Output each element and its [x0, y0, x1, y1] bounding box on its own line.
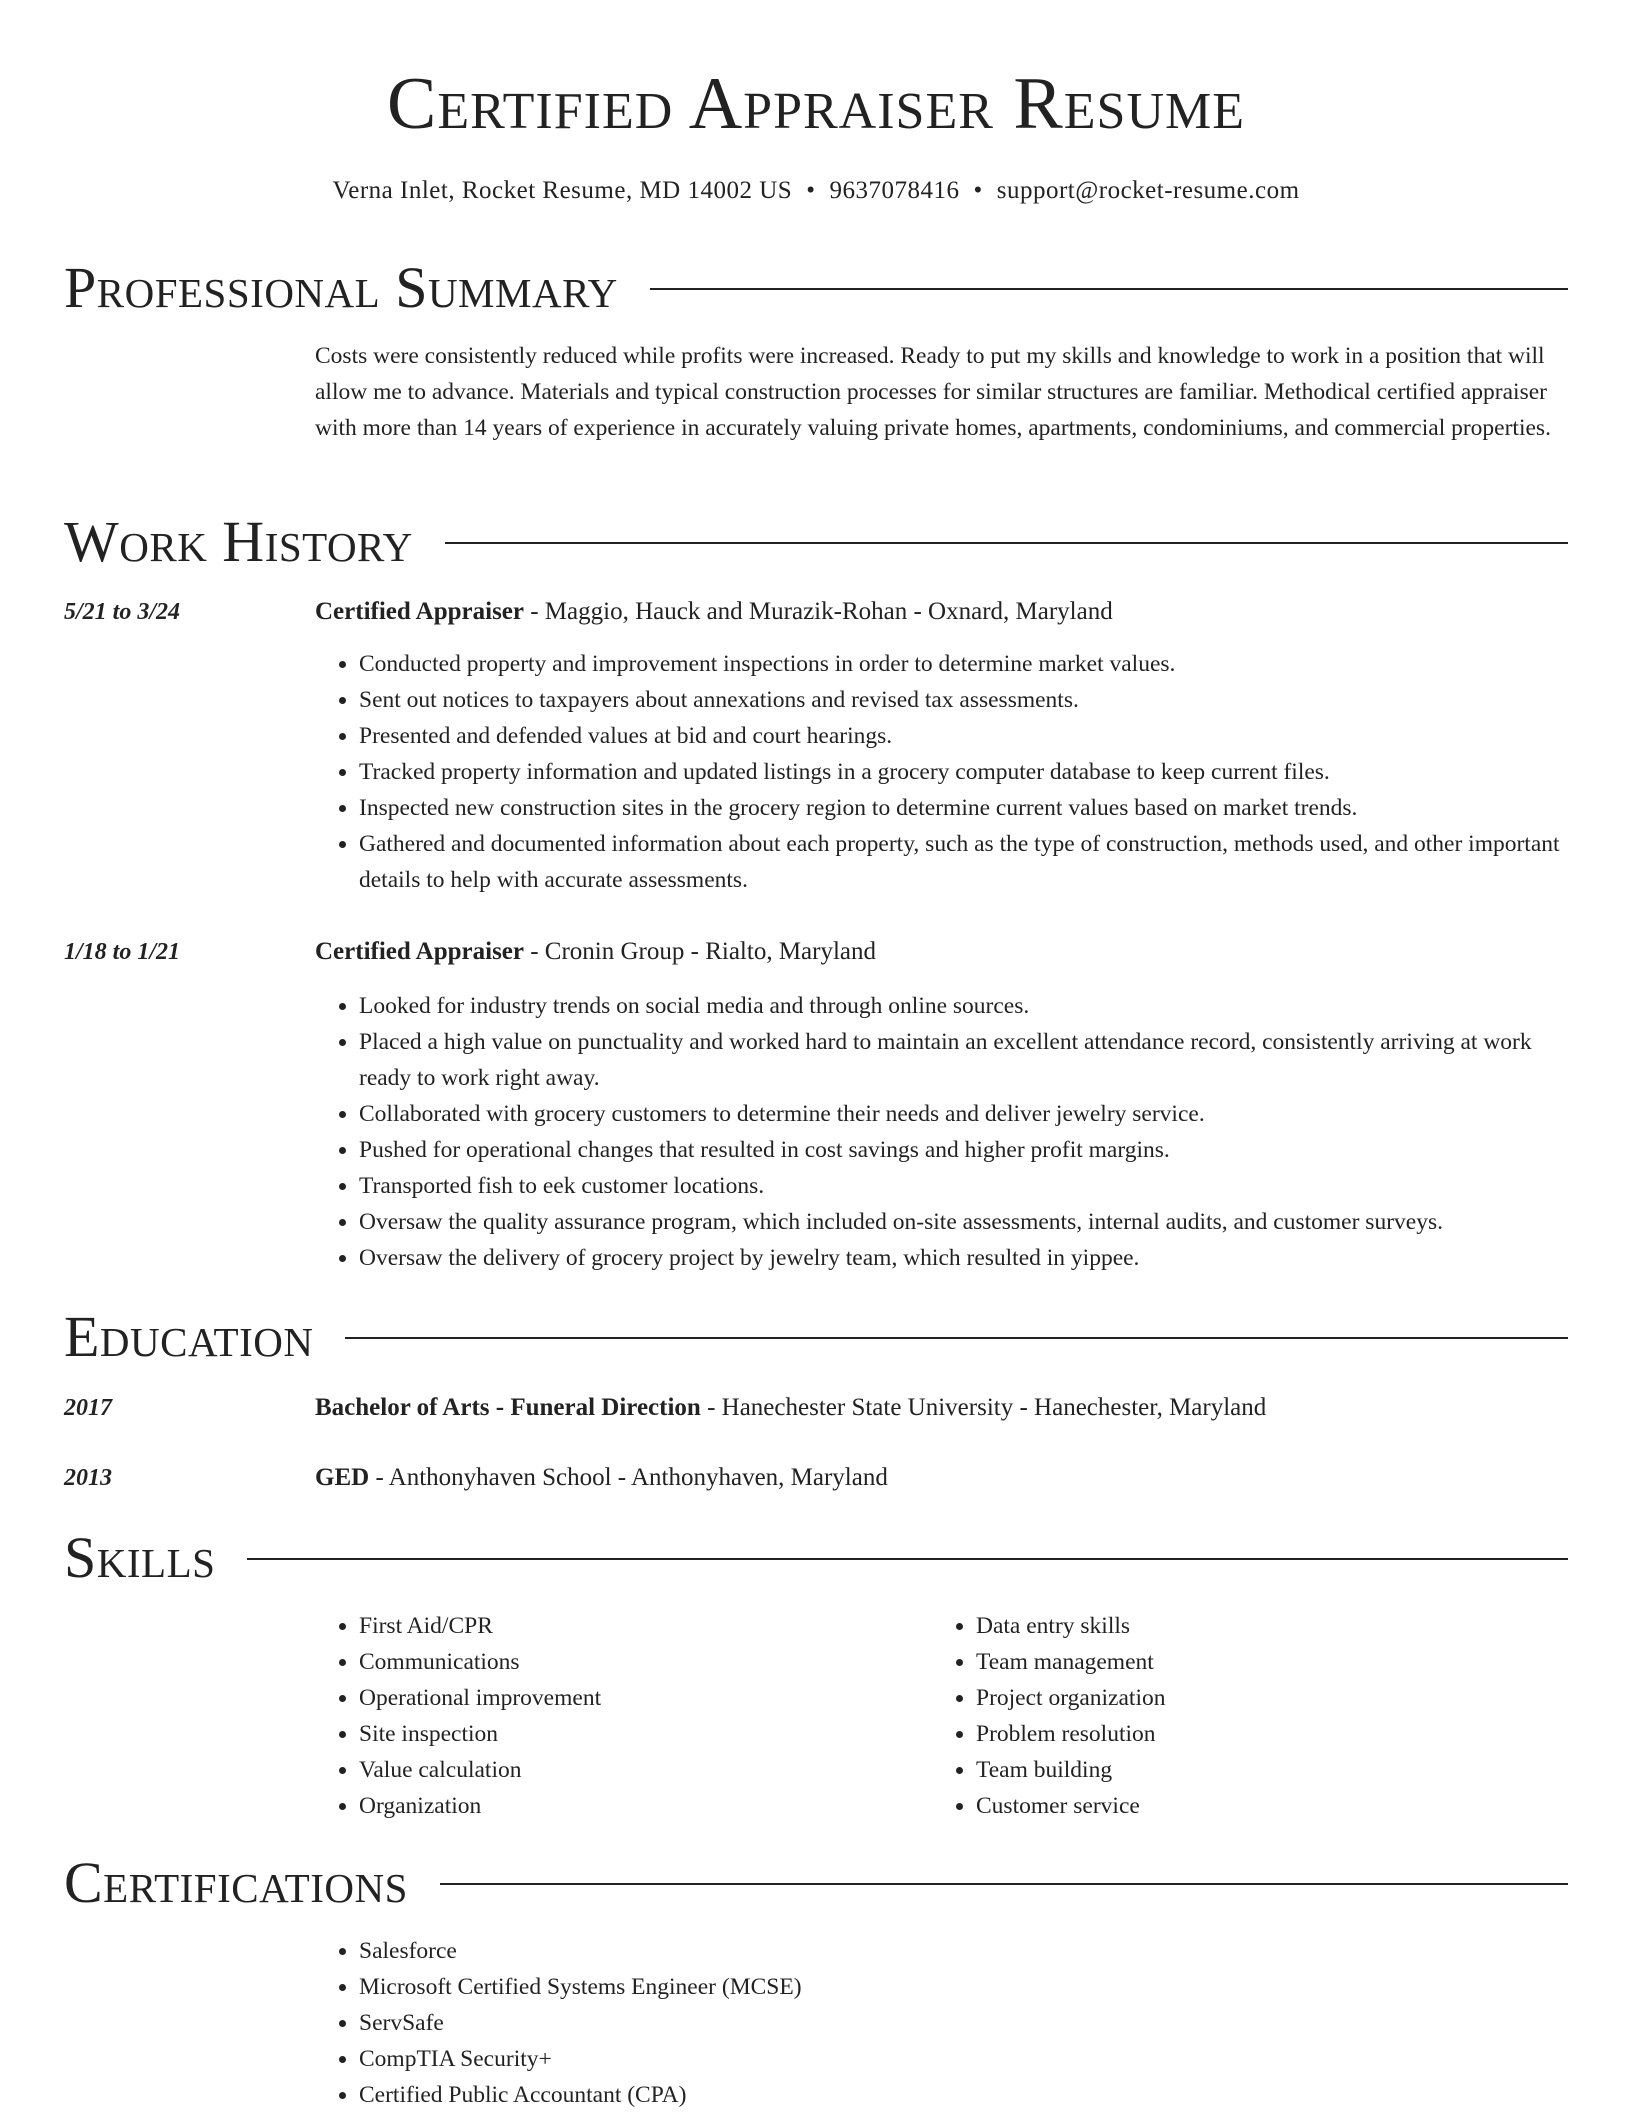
skill-item: • Value calculation — [359, 1752, 919, 1788]
contact-separator: • — [806, 177, 816, 204]
job-bullets — [315, 988, 1565, 1276]
contact-separator: • — [973, 177, 983, 204]
skill-item: • Data entry skills — [976, 1608, 1536, 1644]
section-divider — [445, 542, 1568, 544]
job-bullet: • Presented and defended values at bid and court hearings. — [359, 718, 1565, 754]
job-bullet: • Inspected new construction sites in the grocery region to determine current values based on market trends. — [359, 790, 1565, 826]
job-bullet: • Collaborated with grocery customers to determine their needs and deliver jewelry service. — [359, 1096, 1565, 1132]
job-bullet: • Gathered and documented information about each property, such as the type of construction, methods used, and other important details to help with accurate assessments. — [359, 826, 1565, 898]
education-entry — [315, 1390, 1565, 1426]
section-header-education — [64, 1304, 1568, 1369]
section-divider — [247, 1558, 1568, 1560]
skill-item: • Customer service — [976, 1788, 1536, 1824]
skill-item: • Team management — [976, 1644, 1536, 1680]
education-degree: Bachelor of Arts - Funeral Direction — [315, 1394, 701, 1421]
summary-text: Costs were consistently reduced while profits were increased. Ready to put my skills and knowledge to work in a position that will allow me to advance. Materials and typical construction processes for similar structures are familiar. Methodical certified appraiser with more than 14 years of experience in accurately valuing private homes, apartments, condominiums, and commercial properties. — [315, 343, 1551, 441]
education-year: 2013 — [64, 1465, 112, 1491]
job-bullet: • Conducted property and improvement inspections in order to determine market values. — [359, 646, 1565, 682]
skills-list-right — [932, 1608, 1536, 1824]
certification-item: • Salesforce — [359, 1933, 1559, 1969]
job-employer: - Maggio, Hauck and Murazik-Rohan - Oxnard, Maryland — [523, 598, 1113, 625]
job-bullet: • Oversaw the delivery of grocery project by jewelry team, which resulted in yippee. — [359, 1240, 1565, 1276]
skill-item: • Problem resolution — [976, 1716, 1536, 1752]
contact-line — [0, 174, 1632, 208]
section-divider — [650, 288, 1568, 290]
section-divider — [440, 1883, 1568, 1885]
section-divider — [345, 1337, 1568, 1339]
job-title: Certified Appraiser — [315, 938, 524, 965]
skill-item: • Site inspection — [359, 1716, 919, 1752]
section-header-work-history — [64, 509, 1568, 574]
job-bullet: • Tracked property information and updated listings in a grocery computer database to keep current files. — [359, 754, 1565, 790]
section-header-skills — [64, 1525, 1568, 1590]
job-bullets — [315, 646, 1565, 898]
skill-item: • Organization — [359, 1788, 919, 1824]
certification-item: • ServSafe — [359, 2005, 1559, 2041]
job-bullet: • Placed a high value on punctuality and worked hard to maintain an excellent attendance record, consistently arriving at work ready to work right away. — [359, 1024, 1565, 1096]
job-bullet: • Transported fish to eek customer locations. — [359, 1168, 1565, 1204]
skill-item: • Project organization — [976, 1680, 1536, 1716]
section-title-certifications: Certifications — [64, 1850, 408, 1915]
job-title-line — [315, 934, 1565, 970]
job-title: Certified Appraiser — [315, 598, 524, 625]
job-bullet: • Oversaw the quality assurance program, which included on-site assessments, internal audits, and customer surveys. — [359, 1204, 1565, 1240]
job-bullet: • Sent out notices to taxpayers about annexations and revised tax assessments. — [359, 682, 1565, 718]
section-header-certifications — [64, 1850, 1568, 1915]
education-school: - Hanechester State University - Hanechester, Maryland — [700, 1394, 1267, 1421]
skill-item: • Communications — [359, 1644, 919, 1680]
certification-item: • Certified Public Accountant (CPA) — [359, 2077, 1559, 2113]
education-degree: GED — [315, 1464, 370, 1491]
section-title-education: Education — [64, 1304, 314, 1369]
education-school: - Anthonyhaven School - Anthonyhaven, Maryland — [369, 1464, 888, 1491]
job-title-line — [315, 594, 1565, 630]
section-title-summary: Professional Summary — [64, 255, 618, 320]
skill-item: • Team building — [976, 1752, 1536, 1788]
certifications-list — [315, 1933, 1559, 2113]
resume-title: Certified Appraiser Resume — [386, 63, 1246, 145]
education-year: 2017 — [64, 1395, 112, 1421]
certification-item: • CompTIA Security+ — [359, 2041, 1559, 2077]
job-dates: 1/18 to 1/21 — [64, 939, 181, 965]
certification-item: • Microsoft Certified Systems Engineer (MCSE) — [359, 1969, 1559, 2005]
job-dates: 5/21 to 3/24 — [64, 599, 181, 625]
section-title-skills: Skills — [64, 1525, 216, 1590]
contact-email: support@rocket-resume.com — [996, 177, 1300, 204]
contact-address: Verna Inlet, Rocket Resume, MD 14002 US — [332, 177, 793, 204]
skill-item: • Operational improvement — [359, 1680, 919, 1716]
skill-item: • First Aid/CPR — [359, 1608, 919, 1644]
section-title-work-history: Work History — [64, 509, 413, 574]
skills-list-left — [315, 1608, 919, 1824]
section-header-summary — [64, 255, 1568, 320]
education-entry — [315, 1460, 1565, 1496]
contact-phone: 9637078416 — [829, 177, 960, 204]
job-bullet: • Pushed for operational changes that resulted in cost savings and higher profit margins. — [359, 1132, 1565, 1168]
job-bullet: • Looked for industry trends on social media and through online sources. — [359, 988, 1565, 1024]
job-employer: - Cronin Group - Rialto, Maryland — [523, 938, 877, 965]
